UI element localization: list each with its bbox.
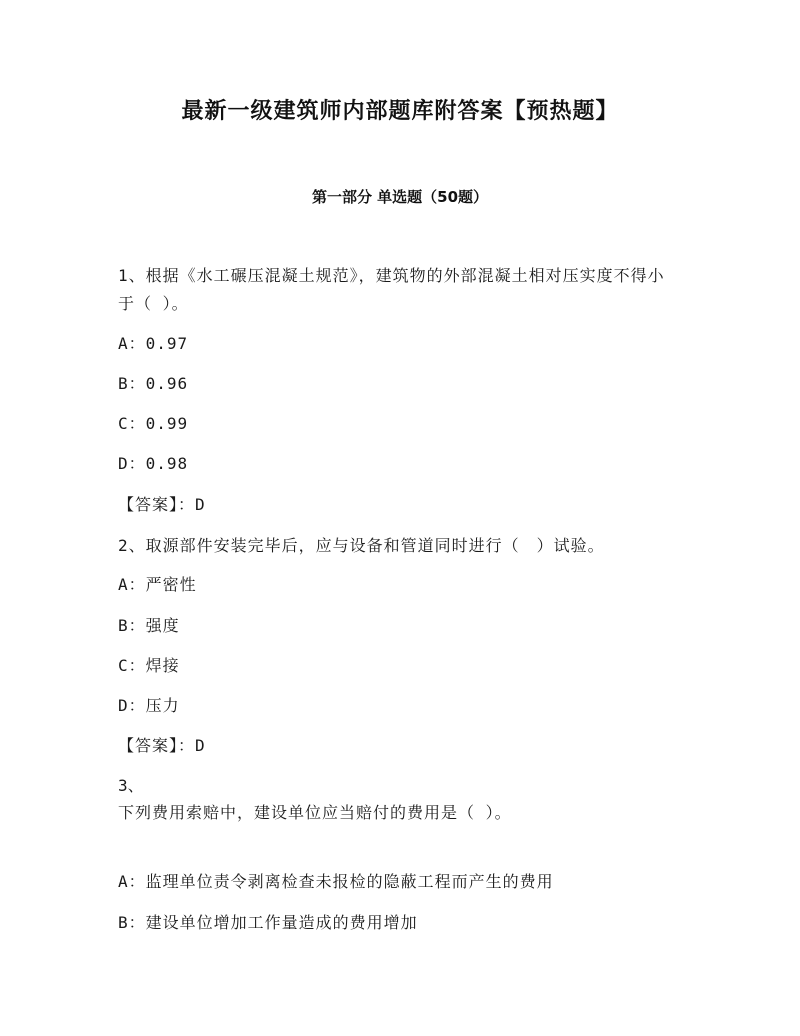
question-stem: 1、根据《水工碾压混凝土规范》，建筑物的外部混凝土相对压实度不得小于（ ）。 xyxy=(118,266,665,313)
document-title: 最新一级建筑师内部题库附答案【预热题】 xyxy=(181,98,619,124)
option-d: D：压力 xyxy=(118,696,180,715)
option-a: A：监理单位责令剥离检查未报检的隐蔽工程而产生的费用 xyxy=(118,872,554,891)
option-b: B：强度 xyxy=(118,616,180,635)
option-a: A：严密性 xyxy=(118,575,197,594)
option-b: B：0.96 xyxy=(118,374,189,393)
option-c: C：0.99 xyxy=(118,414,189,433)
option-b: B：建设单位增加工作量造成的费用增加 xyxy=(118,913,418,932)
section-heading: 第一部分 单选题（50题） xyxy=(311,188,489,206)
option-d: D：0.98 xyxy=(118,454,189,473)
question-stem: 下列费用索赔中，建设单位应当赔付的费用是（ ）。 xyxy=(118,803,512,822)
question-number: 3、 xyxy=(118,776,144,795)
answer-line: 【答案】：D xyxy=(118,736,206,755)
option-a: A：0.97 xyxy=(118,334,189,353)
question-stem: 2、取源部件安装完毕后，应与设备和管道同时进行（ ）试验。 xyxy=(118,536,605,555)
answer-line: 【答案】：D xyxy=(118,495,206,514)
option-c: C：焊接 xyxy=(118,656,180,675)
